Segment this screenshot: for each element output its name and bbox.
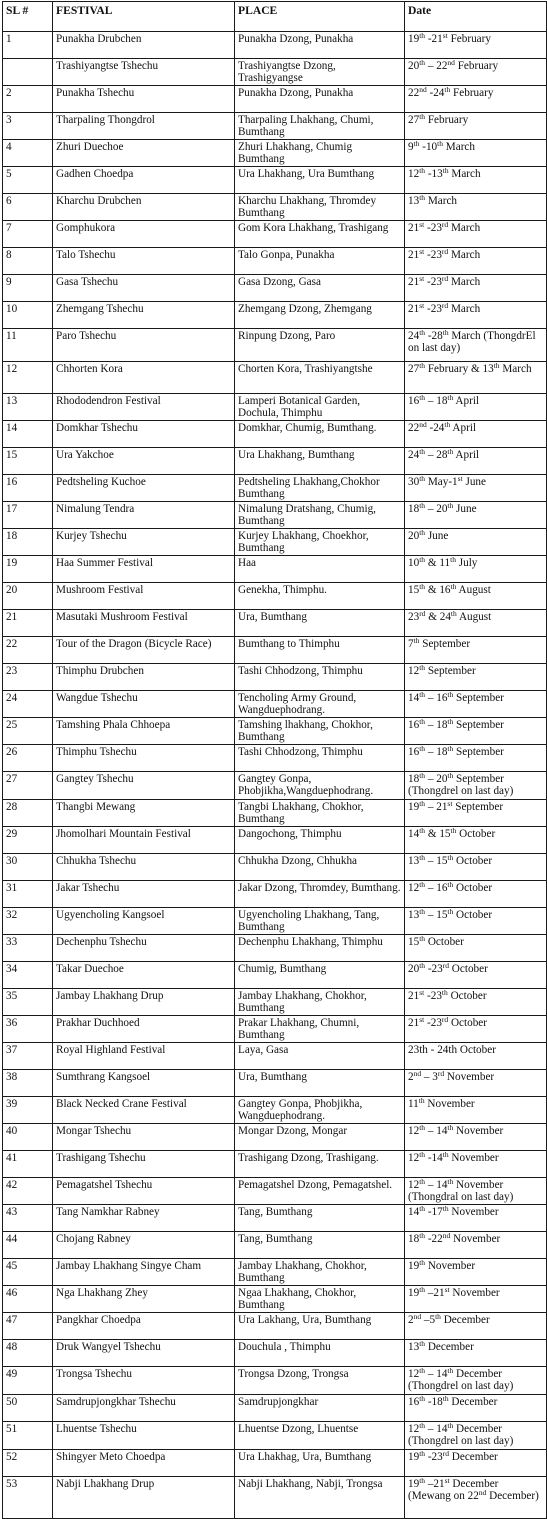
cell-festival: Chhukha Tshechu bbox=[53, 854, 235, 881]
cell-sl: 1 bbox=[3, 32, 53, 59]
cell-sl: 18 bbox=[3, 529, 53, 556]
cell-sl: 34 bbox=[3, 962, 53, 989]
cell-sl: 35 bbox=[3, 989, 53, 1016]
cell-place: Chhukha Dzong, Chhukha bbox=[235, 854, 405, 881]
cell-date: 19th November bbox=[405, 1259, 547, 1286]
cell-place: Nimalung Dratshang, Chumig, Bumthang bbox=[235, 502, 405, 529]
cell-festival: Gasa Tshechu bbox=[53, 275, 235, 302]
cell-place: Jambay Lhakhang, Chokhor, Bumthang bbox=[235, 1259, 405, 1286]
table-row bbox=[3, 329, 547, 362]
table-row bbox=[3, 772, 547, 800]
cell-festival: Trashiyangtse Tshechu bbox=[53, 59, 235, 86]
cell-sl: 31 bbox=[3, 881, 53, 908]
cell-sl: 49 bbox=[3, 1367, 53, 1395]
cell-sl: 33 bbox=[3, 935, 53, 962]
table-row bbox=[3, 1477, 547, 1519]
cell-festival: Nimalung Tendra bbox=[53, 502, 235, 529]
cell-date: 16th – 18th September bbox=[405, 718, 547, 745]
cell-date: 12th – 14th December (Thongdrel on last day) bbox=[405, 1422, 547, 1450]
cell-place: Kharchu Lhakhang, Thromdey Bumthang bbox=[235, 194, 405, 221]
table-row bbox=[3, 962, 547, 989]
table-row bbox=[3, 475, 547, 502]
cell-sl: 25 bbox=[3, 718, 53, 745]
cell-place: Lhuentse Dzong, Lhuentse bbox=[235, 1422, 405, 1450]
cell-date: 13th – 15th October bbox=[405, 908, 547, 935]
cell-place: Ura, Bumthang bbox=[235, 610, 405, 637]
cell-sl: 52 bbox=[3, 1450, 53, 1477]
cell-festival: Thimphu Tshechu bbox=[53, 745, 235, 772]
cell-sl: 39 bbox=[3, 1097, 53, 1124]
cell-place: Dangochong, Thimphu bbox=[235, 827, 405, 854]
table-row bbox=[3, 1340, 547, 1367]
cell-place: Kurjey Lhakhang, Choekhor, Bumthang bbox=[235, 529, 405, 556]
cell-date: 22nd -24th April bbox=[405, 421, 547, 448]
table-row bbox=[3, 248, 547, 275]
cell-festival: Mongar Tshechu bbox=[53, 1124, 235, 1151]
cell-festival: Shingyer Meto Choedpa bbox=[53, 1450, 235, 1477]
cell-date: 22nd -24th February bbox=[405, 86, 547, 113]
cell-festival: Kurjey Tshechu bbox=[53, 529, 235, 556]
cell-festival: Sumthrang Kangsoel bbox=[53, 1070, 235, 1097]
table-row bbox=[3, 1367, 547, 1395]
cell-sl: 42 bbox=[3, 1178, 53, 1205]
table-row bbox=[3, 1070, 547, 1097]
cell-sl: 8 bbox=[3, 248, 53, 275]
table-row bbox=[3, 194, 547, 221]
cell-place: Dechenphu Lhakhang, Thimphu bbox=[235, 935, 405, 962]
table-row bbox=[3, 610, 547, 637]
cell-date: 21st -23rd March bbox=[405, 302, 547, 329]
cell-place: Chumig, Bumthang bbox=[235, 962, 405, 989]
cell-date: 12th – 14th November (Thongdral on last day) bbox=[405, 1178, 547, 1205]
cell-place: Tangbi Lhakhang, Chokhor, Bumthang bbox=[235, 800, 405, 827]
header-sl: SL # bbox=[3, 2, 53, 32]
cell-festival: Chhorten Kora bbox=[53, 362, 235, 394]
cell-place: Ugyencholing Lhakhang, Tang, Bumthang bbox=[235, 908, 405, 935]
cell-place: Ura Lhakhang, Ura Bumthang bbox=[235, 167, 405, 194]
cell-festival: Thangbi Mewang bbox=[53, 800, 235, 827]
cell-festival: Tang Namkhar Rabney bbox=[53, 1205, 235, 1232]
cell-place: Domkhar, Chumig, Bumthang. bbox=[235, 421, 405, 448]
cell-place: Prakar Lhakhang, Chumni, Bumthang bbox=[235, 1016, 405, 1043]
cell-date: 16th -18th December bbox=[405, 1395, 547, 1422]
table-row bbox=[3, 691, 547, 718]
cell-sl: 22 bbox=[3, 637, 53, 664]
cell-date: 21st -23rd March bbox=[405, 221, 547, 248]
cell-festival: Dechenphu Tshechu bbox=[53, 935, 235, 962]
cell-sl: 26 bbox=[3, 745, 53, 772]
cell-sl: 38 bbox=[3, 1070, 53, 1097]
cell-sl: 2 bbox=[3, 86, 53, 113]
table-row bbox=[3, 529, 547, 556]
cell-sl: 41 bbox=[3, 1151, 53, 1178]
table-row bbox=[3, 1286, 547, 1313]
cell-date: 2nd –5th December bbox=[405, 1313, 547, 1340]
cell-sl bbox=[3, 59, 53, 86]
cell-festival: Tour of the Dragon (Bicycle Race) bbox=[53, 637, 235, 664]
cell-place: Pedtsheling Lhakhang,Chokhor Bumthang bbox=[235, 475, 405, 502]
cell-date: 20th -23rd October bbox=[405, 962, 547, 989]
cell-place: Chorten Kora, Trashiyangtshe bbox=[235, 362, 405, 394]
cell-festival: Zhemgang Tshechu bbox=[53, 302, 235, 329]
cell-place: Tang, Bumthang bbox=[235, 1232, 405, 1259]
table-row bbox=[3, 302, 547, 329]
cell-place: Lamperi Botanical Garden, Dochula, Thimphu bbox=[235, 394, 405, 421]
cell-place: Tashi Chhodzong, Thimphu bbox=[235, 745, 405, 772]
table-row bbox=[3, 86, 547, 113]
cell-date: 21st -23rd October bbox=[405, 1016, 547, 1043]
cell-sl: 7 bbox=[3, 221, 53, 248]
cell-sl: 48 bbox=[3, 1340, 53, 1367]
cell-date: 27th February bbox=[405, 113, 547, 140]
cell-date: 21st -23rd March bbox=[405, 248, 547, 275]
cell-date: 14th -17th November bbox=[405, 1205, 547, 1232]
cell-festival: Punakha Tshechu bbox=[53, 86, 235, 113]
cell-place: Ura Lhakhag, Ura, Bumthang bbox=[235, 1450, 405, 1477]
cell-date: 19th –21st December (Mewang on 22nd December) bbox=[405, 1477, 547, 1519]
cell-date: 9th -10th March bbox=[405, 140, 547, 167]
cell-date: 12th – 14th December (Thongdrel on last day) bbox=[405, 1367, 547, 1395]
cell-date: 11th November bbox=[405, 1097, 547, 1124]
cell-date: 13th – 15th October bbox=[405, 854, 547, 881]
table-row bbox=[3, 1178, 547, 1205]
cell-date: 24th -28th March (ThongdrEl on last day) bbox=[405, 329, 547, 362]
cell-sl: 23 bbox=[3, 664, 53, 691]
cell-date: 15th October bbox=[405, 935, 547, 962]
cell-festival: Ugyencholing Kangsoel bbox=[53, 908, 235, 935]
cell-festival: Chojang Rabney bbox=[53, 1232, 235, 1259]
cell-date: 14th – 16th September bbox=[405, 691, 547, 718]
cell-sl: 29 bbox=[3, 827, 53, 854]
cell-sl: 24 bbox=[3, 691, 53, 718]
cell-sl: 6 bbox=[3, 194, 53, 221]
cell-sl: 53 bbox=[3, 1477, 53, 1519]
table-header-row bbox=[3, 2, 547, 32]
cell-place: Pemagatshel Dzong, Pemagatshel. bbox=[235, 1178, 405, 1205]
cell-sl: 3 bbox=[3, 113, 53, 140]
cell-date: 18th – 20th September (Thongdrel on last day) bbox=[405, 772, 547, 800]
table-row bbox=[3, 221, 547, 248]
cell-place: Nabji Lhakhang, Nabji, Trongsa bbox=[235, 1477, 405, 1519]
cell-festival: Gangtey Tshechu bbox=[53, 772, 235, 800]
table-row bbox=[3, 1259, 547, 1286]
cell-place: Ngaa Lhakhang, Chokhor, Bumthang bbox=[235, 1286, 405, 1313]
cell-festival: Tharpaling Thongdrol bbox=[53, 113, 235, 140]
cell-place: Tashi Chhodzong, Thimphu bbox=[235, 664, 405, 691]
cell-date: 12th -14th November bbox=[405, 1151, 547, 1178]
cell-date: 23rd & 24th August bbox=[405, 610, 547, 637]
cell-sl: 32 bbox=[3, 908, 53, 935]
table-row bbox=[3, 1450, 547, 1477]
cell-date: 27th February & 13th March bbox=[405, 362, 547, 394]
cell-date: 21st -23th October bbox=[405, 989, 547, 1016]
cell-date: 19th –21st November bbox=[405, 1286, 547, 1313]
cell-festival: Druk Wangyel Tshechu bbox=[53, 1340, 235, 1367]
cell-festival: Gomphukora bbox=[53, 221, 235, 248]
cell-place: Tencholing Army Ground, Wangduephodrang. bbox=[235, 691, 405, 718]
cell-sl: 5 bbox=[3, 167, 53, 194]
cell-place: Gasa Dzong, Gasa bbox=[235, 275, 405, 302]
cell-festival: Rhododendron Festival bbox=[53, 394, 235, 421]
cell-place: Zhuri Lhakhang, Chumig Bumthang bbox=[235, 140, 405, 167]
cell-sl: 27 bbox=[3, 772, 53, 800]
cell-sl: 4 bbox=[3, 140, 53, 167]
cell-festival: Mushroom Festival bbox=[53, 583, 235, 610]
table-row bbox=[3, 800, 547, 827]
cell-sl: 37 bbox=[3, 1043, 53, 1070]
cell-sl: 10 bbox=[3, 302, 53, 329]
table-row bbox=[3, 556, 547, 583]
cell-sl: 11 bbox=[3, 329, 53, 362]
cell-festival: Nabji Lhakhang Drup bbox=[53, 1477, 235, 1519]
cell-date: 10th & 11th July bbox=[405, 556, 547, 583]
cell-sl: 36 bbox=[3, 1016, 53, 1043]
header-festival: FESTIVAL bbox=[53, 2, 235, 32]
cell-festival: Trashigang Tshechu bbox=[53, 1151, 235, 1178]
table-row bbox=[3, 421, 547, 448]
cell-date: 14th & 15th October bbox=[405, 827, 547, 854]
table-row bbox=[3, 1097, 547, 1124]
cell-festival: Ura Yakchoe bbox=[53, 448, 235, 475]
cell-festival: Trongsa Tshechu bbox=[53, 1367, 235, 1395]
cell-festival: Jambay Lhakhang Singye Cham bbox=[53, 1259, 235, 1286]
cell-sl: 50 bbox=[3, 1395, 53, 1422]
cell-date: 18th -22nd November bbox=[405, 1232, 547, 1259]
header-place: PLACE bbox=[235, 2, 405, 32]
cell-place: Ura Lakhang, Ura, Bumthang bbox=[235, 1313, 405, 1340]
cell-place: Tang, Bumthang bbox=[235, 1205, 405, 1232]
cell-festival: Haa Summer Festival bbox=[53, 556, 235, 583]
cell-date: 16th – 18th April bbox=[405, 394, 547, 421]
table-row bbox=[3, 1205, 547, 1232]
cell-place: Ura, Bumthang bbox=[235, 1070, 405, 1097]
cell-festival: Black Necked Crane Festival bbox=[53, 1097, 235, 1124]
cell-festival: Takar Duechoe bbox=[53, 962, 235, 989]
cell-sl: 51 bbox=[3, 1422, 53, 1450]
cell-sl: 21 bbox=[3, 610, 53, 637]
cell-festival: Pedtsheling Kuchoe bbox=[53, 475, 235, 502]
table-row bbox=[3, 113, 547, 140]
cell-festival: Zhuri Duechoe bbox=[53, 140, 235, 167]
cell-date: 19th -21st February bbox=[405, 32, 547, 59]
table-row bbox=[3, 448, 547, 475]
cell-sl: 28 bbox=[3, 800, 53, 827]
cell-festival: Kharchu Drubchen bbox=[53, 194, 235, 221]
cell-sl: 19 bbox=[3, 556, 53, 583]
cell-sl: 17 bbox=[3, 502, 53, 529]
table-row bbox=[3, 745, 547, 772]
table-row bbox=[3, 502, 547, 529]
cell-place: Tamshing lhakhang, Chokhor, Bumthang bbox=[235, 718, 405, 745]
cell-sl: 14 bbox=[3, 421, 53, 448]
cell-date: 20th – 22nd February bbox=[405, 59, 547, 86]
cell-sl: 15 bbox=[3, 448, 53, 475]
table-row bbox=[3, 32, 547, 59]
cell-festival: Pangkhar Choedpa bbox=[53, 1313, 235, 1340]
cell-place: Tharpaling Lhakhang, Chumi, Bumthang bbox=[235, 113, 405, 140]
cell-date: 12th – 14th November bbox=[405, 1124, 547, 1151]
cell-festival: Prakhar Duchhoed bbox=[53, 1016, 235, 1043]
table-row bbox=[3, 989, 547, 1016]
cell-festival: Paro Tshechu bbox=[53, 329, 235, 362]
cell-place: Samdrupjongkhar bbox=[235, 1395, 405, 1422]
cell-date: 7th September bbox=[405, 637, 547, 664]
cell-date: 30th May-1st June bbox=[405, 475, 547, 502]
cell-place: Trashiyangtse Dzong, Trashigyangse bbox=[235, 59, 405, 86]
cell-sl: 16 bbox=[3, 475, 53, 502]
table-row bbox=[3, 908, 547, 935]
cell-date: 12th -13th March bbox=[405, 167, 547, 194]
cell-date: 24th – 28th April bbox=[405, 448, 547, 475]
cell-date: 13th March bbox=[405, 194, 547, 221]
cell-place: Gangtey Gonpa, Phobjikha, Wangduephodrang. bbox=[235, 1097, 405, 1124]
cell-festival: Wangdue Tshechu bbox=[53, 691, 235, 718]
cell-sl: 40 bbox=[3, 1124, 53, 1151]
cell-place: Talo Gonpa, Punakha bbox=[235, 248, 405, 275]
table-row bbox=[3, 1151, 547, 1178]
cell-place: Bumthang to Thimphu bbox=[235, 637, 405, 664]
cell-sl: 13 bbox=[3, 394, 53, 421]
cell-festival: Tamshing Phala Chhoepa bbox=[53, 718, 235, 745]
cell-place: Laya, Gasa bbox=[235, 1043, 405, 1070]
table-row bbox=[3, 1422, 547, 1450]
cell-sl: 44 bbox=[3, 1232, 53, 1259]
table-row bbox=[3, 275, 547, 302]
cell-festival: Masutaki Mushroom Festival bbox=[53, 610, 235, 637]
cell-date: 16th – 18th September bbox=[405, 745, 547, 772]
table-row bbox=[3, 827, 547, 854]
table-row bbox=[3, 854, 547, 881]
cell-festival: Punakha Drubchen bbox=[53, 32, 235, 59]
cell-date: 12th – 16th October bbox=[405, 881, 547, 908]
cell-date: 20th June bbox=[405, 529, 547, 556]
table-row bbox=[3, 583, 547, 610]
table-row bbox=[3, 1043, 547, 1070]
table-row bbox=[3, 1313, 547, 1340]
cell-place: Punakha Dzong, Punakha bbox=[235, 86, 405, 113]
cell-festival: Royal Highland Festival bbox=[53, 1043, 235, 1070]
cell-date: 2nd – 3rd November bbox=[405, 1070, 547, 1097]
festival-table bbox=[2, 1, 547, 1519]
cell-festival: Samdrupjongkhar Tshechu bbox=[53, 1395, 235, 1422]
cell-festival: Talo Tshechu bbox=[53, 248, 235, 275]
cell-sl: 43 bbox=[3, 1205, 53, 1232]
cell-date: 18th – 20th June bbox=[405, 502, 547, 529]
table-row bbox=[3, 637, 547, 664]
cell-place: Punakha Dzong, Punakha bbox=[235, 32, 405, 59]
table-row bbox=[3, 664, 547, 691]
table-row bbox=[3, 935, 547, 962]
cell-festival: Thimphu Drubchen bbox=[53, 664, 235, 691]
table-row bbox=[3, 1016, 547, 1043]
cell-place: Trashigang Dzong, Trashigang. bbox=[235, 1151, 405, 1178]
header-date: Date bbox=[405, 2, 547, 32]
table-row bbox=[3, 167, 547, 194]
cell-sl: 46 bbox=[3, 1286, 53, 1313]
cell-festival: Pemagatshel Tshechu bbox=[53, 1178, 235, 1205]
table-row bbox=[3, 1395, 547, 1422]
table-row bbox=[3, 140, 547, 167]
cell-sl: 30 bbox=[3, 854, 53, 881]
cell-festival: Jambay Lhakhang Drup bbox=[53, 989, 235, 1016]
cell-sl: 45 bbox=[3, 1259, 53, 1286]
cell-festival: Nga Lhakhang Zhey bbox=[53, 1286, 235, 1313]
cell-place: Gom Kora Lhakhang, Trashigang bbox=[235, 221, 405, 248]
cell-sl: 9 bbox=[3, 275, 53, 302]
cell-festival: Gadhen Choedpa bbox=[53, 167, 235, 194]
cell-date: 19th – 21st September bbox=[405, 800, 547, 827]
cell-sl: 47 bbox=[3, 1313, 53, 1340]
cell-date: 15th & 16th August bbox=[405, 583, 547, 610]
table-row bbox=[3, 394, 547, 421]
cell-place: Haa bbox=[235, 556, 405, 583]
cell-place: Ura Lhakhang, Bumthang bbox=[235, 448, 405, 475]
cell-place: Jakar Dzong, Thromdey, Bumthang. bbox=[235, 881, 405, 908]
table-row bbox=[3, 59, 547, 86]
cell-date: 21st -23rd March bbox=[405, 275, 547, 302]
cell-place: Zhemgang Dzong, Zhemgang bbox=[235, 302, 405, 329]
cell-place: Rinpung Dzong, Paro bbox=[235, 329, 405, 362]
cell-place: Douchula , Thimphu bbox=[235, 1340, 405, 1367]
cell-date: 13th December bbox=[405, 1340, 547, 1367]
cell-festival: Domkhar Tshechu bbox=[53, 421, 235, 448]
cell-date: 12th September bbox=[405, 664, 547, 691]
cell-place: Genekha, Thimphu. bbox=[235, 583, 405, 610]
cell-sl: 12 bbox=[3, 362, 53, 394]
table-row bbox=[3, 718, 547, 745]
table-row bbox=[3, 1124, 547, 1151]
table-row bbox=[3, 1232, 547, 1259]
cell-place: Mongar Dzong, Mongar bbox=[235, 1124, 405, 1151]
cell-place: Trongsa Dzong, Trongsa bbox=[235, 1367, 405, 1395]
cell-place: Gangtey Gonpa, Phobjikha,Wangduephodrang. bbox=[235, 772, 405, 800]
cell-place: Jambay Lhakhang, Chokhor, Bumthang bbox=[235, 989, 405, 1016]
cell-date: 23th - 24th October bbox=[405, 1043, 547, 1070]
cell-festival: Jakar Tshechu bbox=[53, 881, 235, 908]
cell-festival: Jhomolhari Mountain Festival bbox=[53, 827, 235, 854]
cell-sl: 20 bbox=[3, 583, 53, 610]
cell-festival: Lhuentse Tshechu bbox=[53, 1422, 235, 1450]
table-row bbox=[3, 362, 547, 394]
cell-date: 19th -23rd December bbox=[405, 1450, 547, 1477]
table-row bbox=[3, 881, 547, 908]
